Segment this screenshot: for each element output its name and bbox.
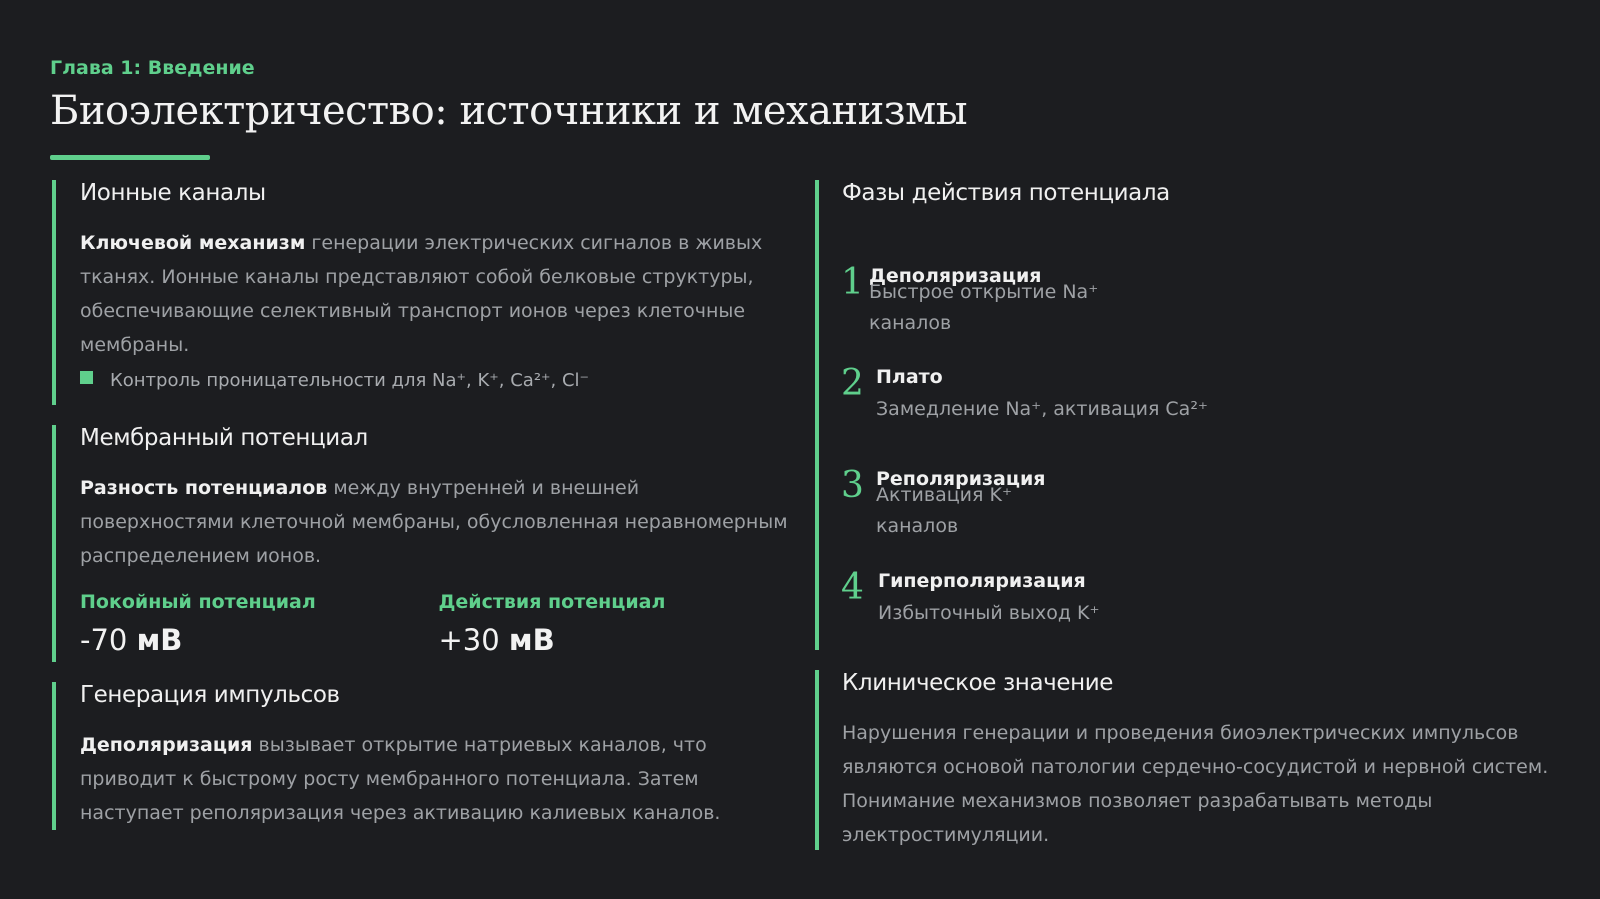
impulse-key-term: Деполяризация: [80, 734, 253, 756]
phase-name: Реполяризация: [876, 468, 1046, 490]
phase-name: Плато: [876, 366, 943, 388]
membrane-heading: Мембранный потенциал: [80, 425, 368, 451]
action-potential: [439, 591, 798, 657]
phase-number: 2: [841, 363, 864, 404]
membrane-text: [80, 471, 797, 573]
potential-stats: [80, 591, 797, 657]
phase-number: 3: [841, 465, 864, 506]
chapter-label: Глава 1: Введение: [50, 57, 255, 79]
ion-channels-text: [80, 226, 797, 362]
ion-channels-heading: Ионные каналы: [80, 180, 266, 206]
impulse-card: [52, 682, 797, 830]
phase-desc-line2: каналов: [876, 515, 959, 537]
clinical-heading: Клиническое значение: [842, 670, 1114, 696]
action-potential-value: +30 мВ: [438, 623, 555, 657]
title-underline: [50, 155, 210, 160]
phase-desc-line1: Избыточный выход K⁺: [878, 602, 1100, 624]
clinical-card: [815, 670, 1555, 850]
ion-channels-key-term: Ключевой механизм: [80, 232, 306, 254]
phases-heading: Фазы действия потенциала: [842, 180, 1170, 206]
resting-potential: [80, 591, 439, 657]
clinical-text: Нарушения генерации и проведения биоэлектрических импульсов являются основой патологии сердечно-сосудистой и нервной систем. Понимание механизмов позволяет разрабатывать методы электростимуляции.: [842, 722, 1549, 846]
membrane-description: между внутренней и внешней поверхностями клеточной мембраны, обусловленная неравномерным распределением ионов.: [80, 477, 788, 567]
ion-channels-description: генерации электрических сигналов в живых тканях. Ионные каналы представляют собой белковые структуры, обеспечивающие селективный транспорт ионов через клеточные мембраны.: [80, 232, 763, 356]
phase-name: Гиперполяризация: [878, 570, 1086, 592]
impulse-description: вызывает открытие натриевых каналов, что приводит к быстрому росту мембранного потенциала. Затем наступает реполяризация через активацию калиевых каналов.: [80, 734, 721, 824]
impulse-text: [80, 728, 797, 830]
resting-potential-label: Покойный потенциал: [80, 591, 316, 613]
resting-potential-value: -70 мВ: [80, 623, 183, 657]
square-bullet-icon: [80, 371, 93, 384]
phase-desc-line1: Быстрое открытие Na⁺: [869, 281, 1099, 303]
impulse-heading: Генерация импульсов: [80, 682, 340, 708]
phase-desc-line2: каналов: [869, 312, 952, 334]
page-title: Биоэлектричество: источники и механизмы: [50, 88, 968, 134]
membrane-potential-card: [52, 425, 797, 662]
phase-number: 4: [841, 567, 864, 608]
ion-channels-card: [52, 180, 797, 405]
phases-card: [815, 180, 1555, 650]
phase-name: Деполяризация: [869, 265, 1042, 287]
ion-bullet-text: Контроль проницательности для Na⁺, K⁺, Ca²⁺, Cl⁻: [110, 370, 590, 391]
phase-desc-line1: Замедление Na⁺, активация Ca²⁺: [876, 398, 1208, 420]
phase-number: 1: [841, 262, 864, 303]
membrane-key-term: Разность потенциалов: [80, 477, 328, 499]
phase-desc-line1: Активация K⁺: [876, 484, 1012, 506]
ion-bullet: [80, 370, 797, 391]
action-potential-label: Действия потенциал: [438, 591, 666, 613]
